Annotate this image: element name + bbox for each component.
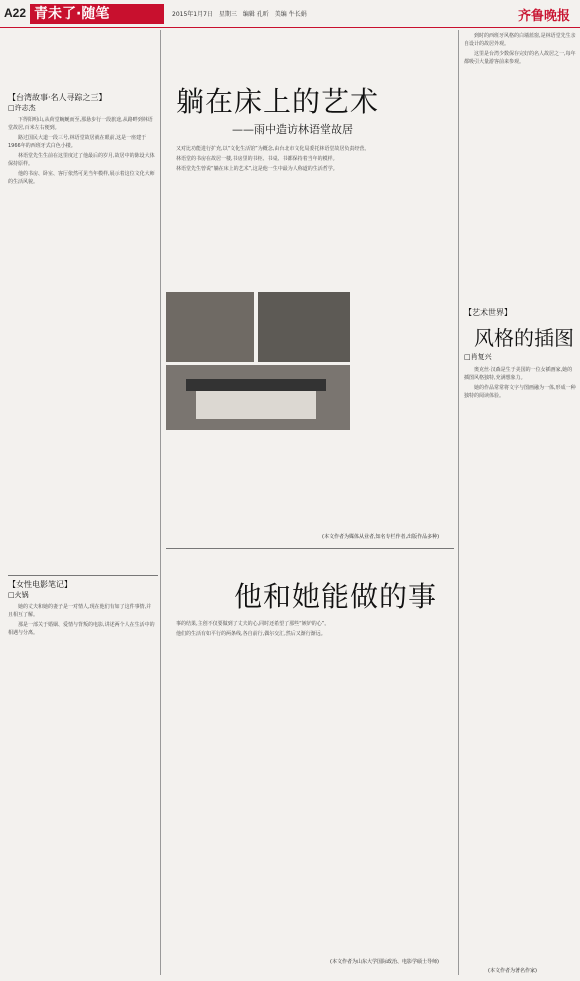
side-article-para: 她的作品常常将文字与图画融为一体,形成一种独特的阅读体验。 [464, 385, 576, 399]
article-para: 他们的生活有如平行的两条线,各自前行,偶尔交汇,然后又渐行渐远。 [176, 631, 326, 637]
col1-body [8, 116, 156, 572]
feature-subtitle: ——雨中造访林语堂故居 [232, 123, 353, 136]
col1-para: 他的书房、卧室、客厅依然可见当年模样,展示着这位文化大师的生活风貌。 [8, 171, 155, 185]
column-divider [160, 30, 161, 975]
study-photo [166, 292, 254, 362]
newspaper-logo: 齐鲁晚报 [517, 9, 570, 24]
col1-para: 路过国民大道一段三号,林语堂故居就在眼前,这是一座建于1966年的西班牙式白色小楼。 [8, 135, 147, 149]
side-title: 风格的插图 [474, 326, 574, 350]
col1-rule [8, 575, 158, 576]
interior-photo [258, 292, 350, 362]
feature-title: 躺在床上的艺术 [176, 85, 380, 118]
feature-para: 又对比功能进行扩充,以“文化生活馆”为概念,由台北市文化局委托林语堂故居负责经营。 [176, 146, 370, 152]
issue-meta: 2015年1月7日 星期三 编辑 孔昕 美编 牛长娟 [172, 11, 307, 18]
col1-para: 下得阳明山,从荷堂蜿蜒而至,那悬步行一段旅途,从路畔到林语堂故居,百米左右便到。 [8, 117, 153, 131]
feature-caption: (本文作者为媒体从业者,知名专栏作者,出版作品多种) [322, 534, 440, 540]
col1b-body [8, 603, 156, 975]
side-header: 【艺术世界】 [464, 308, 512, 317]
col1b-author: □火锅 [8, 591, 29, 599]
side-body-top [464, 32, 576, 292]
side-caption: (本文作者为著名作家) [488, 968, 537, 974]
feature-body-right [354, 145, 454, 535]
col1b-para: 她的丈夫和她的妻子是一对情人,现在他们有如了这件事情,并且相互了解。 [8, 604, 152, 618]
side-article-para: 奥克丝·汉森是生于美国的一位女插画家,她的插图风格独特,充满想象力。 [464, 367, 573, 381]
col1-header: 【台湾故事·名人寻踪之三】 [8, 93, 107, 102]
feature-rule [166, 548, 454, 549]
feature-para: 林语堂的书房在故居一楼,书房里的书柜、书桌、书都保持着当年的模样。 [176, 156, 338, 162]
col1b-para: 那是一部关于婚姻、爱情与背叛的电影,讲述两个人在生活中的相遇与分离。 [8, 622, 155, 636]
house-roof [186, 379, 326, 391]
page-number: A22 [4, 6, 27, 20]
house-photo [166, 365, 350, 430]
side-para: 到时的西班牙风格的白墙蓝窗,是林语堂先生亲自设计的故居外观。 [464, 33, 576, 47]
col1-author: □许志杰 [8, 104, 36, 112]
house-facade [196, 389, 316, 419]
col1b-header: 【女性电影笔记】 [8, 580, 72, 589]
article-title: 他和她能做的事 [234, 580, 438, 613]
column-divider-right [458, 30, 459, 975]
col1-para: 林语堂先生生前在这里度过了他最后的岁月,故居中的陈设大体保持原样。 [8, 153, 155, 167]
article-body [166, 620, 454, 960]
article-caption: (本文作者为山东大学国际政治、电影学硕士导师) [330, 959, 439, 965]
side-author: □肖复兴 [464, 353, 492, 361]
article-para: 事的结果,主创不仅要做到了丈夫的心,同时还希望了那些“嫉妒的心”。 [176, 621, 330, 627]
side-para: 这里是台湾少数保存完好的名人故居之一,每年都吸引大量游客前来参观。 [464, 51, 576, 65]
feature-para: 林语堂先生曾说“躺在床上的艺术”,这是他一生中最为人称道的生活哲学。 [176, 166, 338, 172]
header-divider [0, 27, 580, 28]
section-title: 青未了·随笔 [30, 4, 164, 24]
side-body [464, 366, 576, 964]
